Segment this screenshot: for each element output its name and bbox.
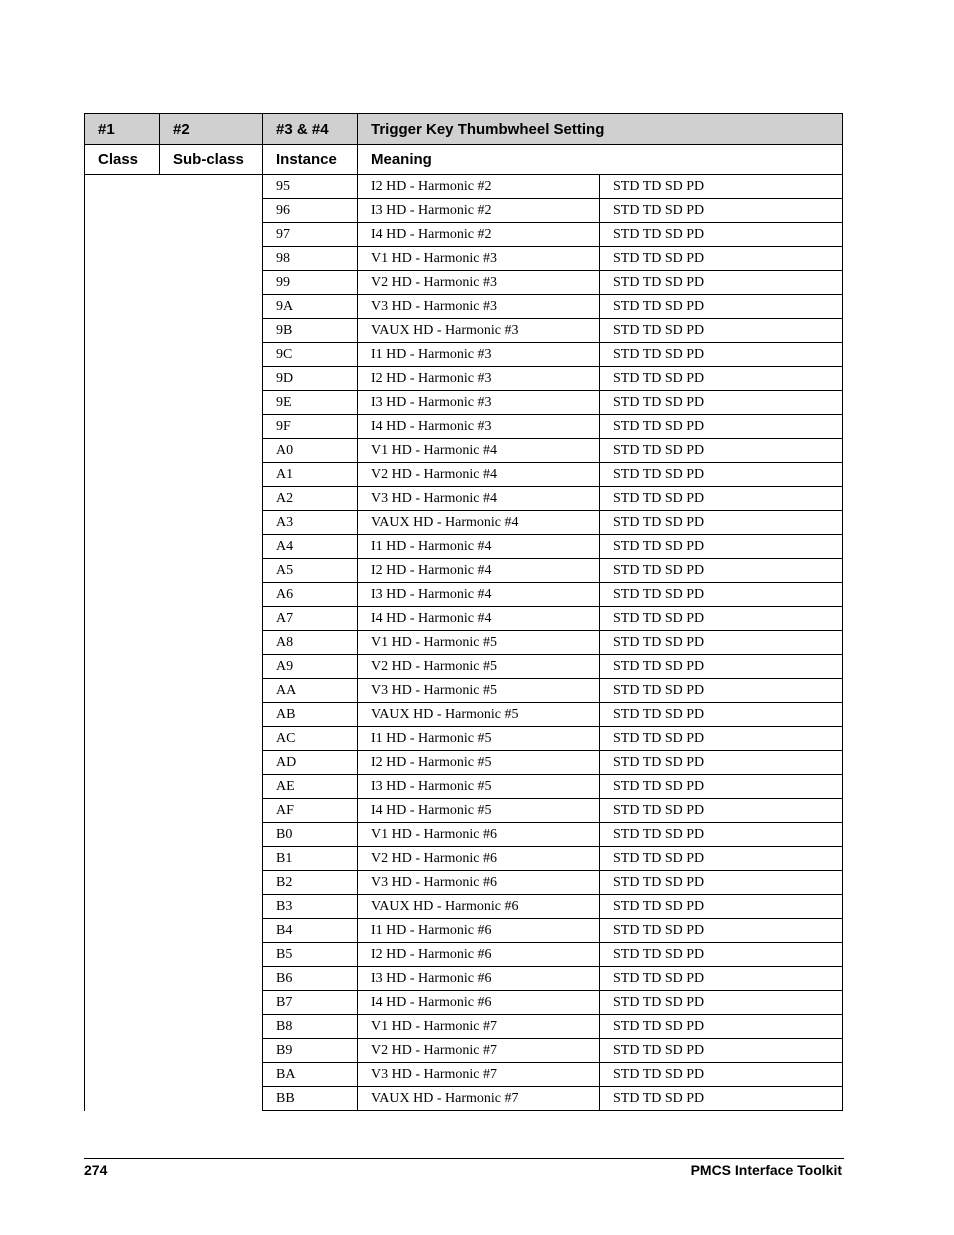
sub-class-cell-empty <box>160 535 263 559</box>
meaning-cell: V2 HD - Harmonic #3 <box>358 271 600 295</box>
setting-cell: STD TD SD PD <box>600 223 843 247</box>
table-row <box>85 631 843 655</box>
table-row <box>85 1087 843 1111</box>
table-row <box>85 247 843 271</box>
class-cell-empty <box>85 775 160 799</box>
sub-class-cell-empty <box>160 583 263 607</box>
instance-cell: BA <box>263 1063 358 1087</box>
class-cell-empty <box>85 559 160 583</box>
meaning-cell: V3 HD - Harmonic #3 <box>358 295 600 319</box>
meaning-cell: I1 HD - Harmonic #6 <box>358 919 600 943</box>
meaning-cell: VAUX HD - Harmonic #3 <box>358 319 600 343</box>
instance-cell: BB <box>263 1087 358 1111</box>
setting-cell: STD TD SD PD <box>600 391 843 415</box>
instance-cell: 9B <box>263 319 358 343</box>
meaning-cell: V3 HD - Harmonic #6 <box>358 871 600 895</box>
setting-cell: STD TD SD PD <box>600 271 843 295</box>
sub-class-cell-empty <box>160 1015 263 1039</box>
instance-cell: AE <box>263 775 358 799</box>
setting-cell: STD TD SD PD <box>600 919 843 943</box>
class-cell-empty <box>85 463 160 487</box>
setting-cell: STD TD SD PD <box>600 439 843 463</box>
meaning-cell: I2 HD - Harmonic #2 <box>358 175 600 199</box>
header-meaning: Meaning <box>358 145 843 175</box>
setting-cell: STD TD SD PD <box>600 583 843 607</box>
meaning-cell: I3 HD - Harmonic #4 <box>358 583 600 607</box>
class-cell-empty <box>85 511 160 535</box>
sub-class-cell-empty <box>160 679 263 703</box>
meaning-cell: VAUX HD - Harmonic #6 <box>358 895 600 919</box>
table-row <box>85 871 843 895</box>
instance-cell: B8 <box>263 1015 358 1039</box>
header-col-3-4: #3 & #4 <box>263 114 358 145</box>
instance-cell: B3 <box>263 895 358 919</box>
class-cell-empty <box>85 175 160 199</box>
table-row <box>85 1063 843 1087</box>
class-cell-empty <box>85 247 160 271</box>
sub-class-cell-empty <box>160 319 263 343</box>
class-cell-empty <box>85 991 160 1015</box>
sub-class-cell-empty <box>160 847 263 871</box>
setting-cell: STD TD SD PD <box>600 991 843 1015</box>
meaning-cell: VAUX HD - Harmonic #4 <box>358 511 600 535</box>
table-row <box>85 919 843 943</box>
table-row <box>85 175 843 199</box>
instance-cell: A4 <box>263 535 358 559</box>
table-row <box>85 319 843 343</box>
sub-class-cell-empty <box>160 415 263 439</box>
sub-class-cell-empty <box>160 1063 263 1087</box>
class-cell-empty <box>85 535 160 559</box>
instance-cell: B7 <box>263 991 358 1015</box>
sub-class-cell-empty <box>160 607 263 631</box>
instance-cell: 9D <box>263 367 358 391</box>
setting-cell: STD TD SD PD <box>600 319 843 343</box>
class-cell-empty <box>85 919 160 943</box>
table-row <box>85 295 843 319</box>
table-row <box>85 775 843 799</box>
class-cell-empty <box>85 631 160 655</box>
class-cell-empty <box>85 847 160 871</box>
instance-cell: 98 <box>263 247 358 271</box>
header-col-1: #1 <box>85 114 160 145</box>
meaning-cell: I2 HD - Harmonic #5 <box>358 751 600 775</box>
setting-cell: STD TD SD PD <box>600 559 843 583</box>
meaning-cell: VAUX HD - Harmonic #7 <box>358 1087 600 1111</box>
instance-cell: AF <box>263 799 358 823</box>
table-row <box>85 847 843 871</box>
table-row <box>85 655 843 679</box>
setting-cell: STD TD SD PD <box>600 295 843 319</box>
sub-class-cell-empty <box>160 511 263 535</box>
sub-class-cell-empty <box>160 175 263 199</box>
instance-cell: A0 <box>263 439 358 463</box>
meaning-cell: V1 HD - Harmonic #7 <box>358 1015 600 1039</box>
sub-class-cell-empty <box>160 943 263 967</box>
table-row <box>85 391 843 415</box>
setting-cell: STD TD SD PD <box>600 1063 843 1087</box>
class-cell-empty <box>85 655 160 679</box>
meaning-cell: I3 HD - Harmonic #3 <box>358 391 600 415</box>
sub-class-cell-empty <box>160 1087 263 1111</box>
meaning-cell: I3 HD - Harmonic #5 <box>358 775 600 799</box>
class-cell-empty <box>85 295 160 319</box>
sub-class-cell-empty <box>160 271 263 295</box>
instance-cell: B4 <box>263 919 358 943</box>
sub-class-cell-empty <box>160 391 263 415</box>
header-col-2: #2 <box>160 114 263 145</box>
class-cell-empty <box>85 823 160 847</box>
table-row <box>85 583 843 607</box>
table-row <box>85 559 843 583</box>
table-row <box>85 1015 843 1039</box>
setting-cell: STD TD SD PD <box>600 607 843 631</box>
meaning-cell: I4 HD - Harmonic #4 <box>358 607 600 631</box>
class-cell-empty <box>85 487 160 511</box>
meaning-cell: V1 HD - Harmonic #6 <box>358 823 600 847</box>
instance-cell: 9C <box>263 343 358 367</box>
class-cell-empty <box>85 967 160 991</box>
sub-class-cell-empty <box>160 799 263 823</box>
setting-cell: STD TD SD PD <box>600 463 843 487</box>
table-body <box>85 175 843 1111</box>
setting-cell: STD TD SD PD <box>600 367 843 391</box>
instance-cell: 96 <box>263 199 358 223</box>
meaning-cell: I2 HD - Harmonic #4 <box>358 559 600 583</box>
instance-cell: A1 <box>263 463 358 487</box>
instance-cell: B6 <box>263 967 358 991</box>
header-sub-class: Sub-class <box>160 145 263 175</box>
table-row <box>85 895 843 919</box>
setting-cell: STD TD SD PD <box>600 511 843 535</box>
meaning-cell: I4 HD - Harmonic #2 <box>358 223 600 247</box>
meaning-cell: V1 HD - Harmonic #4 <box>358 439 600 463</box>
setting-cell: STD TD SD PD <box>600 679 843 703</box>
header-class: Class <box>85 145 160 175</box>
class-cell-empty <box>85 1015 160 1039</box>
table-row <box>85 199 843 223</box>
setting-cell: STD TD SD PD <box>600 199 843 223</box>
header-instance: Instance <box>263 145 358 175</box>
class-cell-empty <box>85 583 160 607</box>
setting-cell: STD TD SD PD <box>600 535 843 559</box>
setting-cell: STD TD SD PD <box>600 415 843 439</box>
sub-class-cell-empty <box>160 871 263 895</box>
setting-cell: STD TD SD PD <box>600 1015 843 1039</box>
instance-cell: A8 <box>263 631 358 655</box>
setting-cell: STD TD SD PD <box>600 631 843 655</box>
table-row <box>85 463 843 487</box>
meaning-cell: I1 HD - Harmonic #5 <box>358 727 600 751</box>
sub-class-cell-empty <box>160 343 263 367</box>
class-cell-empty <box>85 895 160 919</box>
instance-cell: B9 <box>263 1039 358 1063</box>
document-title: PMCS Interface Toolkit <box>690 1162 842 1178</box>
class-cell-empty <box>85 703 160 727</box>
setting-cell: STD TD SD PD <box>600 655 843 679</box>
meaning-cell: I1 HD - Harmonic #3 <box>358 343 600 367</box>
instance-cell: AA <box>263 679 358 703</box>
meaning-cell: V2 HD - Harmonic #4 <box>358 463 600 487</box>
setting-cell: STD TD SD PD <box>600 871 843 895</box>
sub-class-cell-empty <box>160 223 263 247</box>
table-row <box>85 799 843 823</box>
setting-cell: STD TD SD PD <box>600 799 843 823</box>
sub-class-cell-empty <box>160 751 263 775</box>
sub-class-cell-empty <box>160 775 263 799</box>
sub-class-cell-empty <box>160 247 263 271</box>
meaning-cell: I2 HD - Harmonic #3 <box>358 367 600 391</box>
class-cell-empty <box>85 799 160 823</box>
table-row <box>85 703 843 727</box>
table-row <box>85 607 843 631</box>
table-row <box>85 367 843 391</box>
class-cell-empty <box>85 727 160 751</box>
class-cell-empty <box>85 367 160 391</box>
sub-class-cell-empty <box>160 703 263 727</box>
sub-class-cell-empty <box>160 727 263 751</box>
meaning-cell: I3 HD - Harmonic #2 <box>358 199 600 223</box>
sub-class-cell-empty <box>160 559 263 583</box>
table-row <box>85 415 843 439</box>
table-row <box>85 439 843 463</box>
class-cell-empty <box>85 871 160 895</box>
trigger-key-table <box>84 113 843 1111</box>
meaning-cell: V3 HD - Harmonic #7 <box>358 1063 600 1087</box>
setting-cell: STD TD SD PD <box>600 823 843 847</box>
table-row <box>85 943 843 967</box>
class-cell-empty <box>85 1039 160 1063</box>
footer-divider <box>84 1158 844 1159</box>
header-trigger-key-setting: Trigger Key Thumbwheel Setting <box>358 114 843 145</box>
instance-cell: 9F <box>263 415 358 439</box>
table-row <box>85 487 843 511</box>
setting-cell: STD TD SD PD <box>600 943 843 967</box>
sub-class-cell-empty <box>160 295 263 319</box>
sub-class-cell-empty <box>160 199 263 223</box>
setting-cell: STD TD SD PD <box>600 895 843 919</box>
sub-class-cell-empty <box>160 655 263 679</box>
meaning-cell: V2 HD - Harmonic #5 <box>358 655 600 679</box>
instance-cell: 9E <box>263 391 358 415</box>
table-row <box>85 271 843 295</box>
table-row <box>85 823 843 847</box>
setting-cell: STD TD SD PD <box>600 775 843 799</box>
class-cell-empty <box>85 1087 160 1111</box>
sub-class-cell-empty <box>160 823 263 847</box>
table-row <box>85 751 843 775</box>
instance-cell: A6 <box>263 583 358 607</box>
page-number: 274 <box>84 1162 108 1178</box>
table-header-row-2 <box>85 145 843 175</box>
table-header-row-1 <box>85 114 843 145</box>
meaning-cell: V1 HD - Harmonic #3 <box>358 247 600 271</box>
meaning-cell: V2 HD - Harmonic #7 <box>358 1039 600 1063</box>
class-cell-empty <box>85 343 160 367</box>
instance-cell: AD <box>263 751 358 775</box>
meaning-cell: VAUX HD - Harmonic #5 <box>358 703 600 727</box>
sub-class-cell-empty <box>160 967 263 991</box>
class-cell-empty <box>85 943 160 967</box>
sub-class-cell-empty <box>160 919 263 943</box>
setting-cell: STD TD SD PD <box>600 703 843 727</box>
class-cell-empty <box>85 271 160 295</box>
class-cell-empty <box>85 319 160 343</box>
instance-cell: A5 <box>263 559 358 583</box>
instance-cell: B1 <box>263 847 358 871</box>
meaning-cell: I4 HD - Harmonic #5 <box>358 799 600 823</box>
meaning-cell: I1 HD - Harmonic #4 <box>358 535 600 559</box>
setting-cell: STD TD SD PD <box>600 751 843 775</box>
setting-cell: STD TD SD PD <box>600 967 843 991</box>
sub-class-cell-empty <box>160 1039 263 1063</box>
instance-cell: A2 <box>263 487 358 511</box>
instance-cell: B2 <box>263 871 358 895</box>
instance-cell: 99 <box>263 271 358 295</box>
meaning-cell: I4 HD - Harmonic #6 <box>358 991 600 1015</box>
table-row <box>85 991 843 1015</box>
class-cell-empty <box>85 1063 160 1087</box>
instance-cell: 95 <box>263 175 358 199</box>
table-row <box>85 1039 843 1063</box>
table-row <box>85 535 843 559</box>
setting-cell: STD TD SD PD <box>600 247 843 271</box>
class-cell-empty <box>85 391 160 415</box>
instance-cell: A7 <box>263 607 358 631</box>
setting-cell: STD TD SD PD <box>600 847 843 871</box>
setting-cell: STD TD SD PD <box>600 175 843 199</box>
instance-cell: AB <box>263 703 358 727</box>
sub-class-cell-empty <box>160 439 263 463</box>
meaning-cell: V2 HD - Harmonic #6 <box>358 847 600 871</box>
instance-cell: AC <box>263 727 358 751</box>
table-row <box>85 727 843 751</box>
instance-cell: A3 <box>263 511 358 535</box>
setting-cell: STD TD SD PD <box>600 343 843 367</box>
sub-class-cell-empty <box>160 631 263 655</box>
class-cell-empty <box>85 415 160 439</box>
sub-class-cell-empty <box>160 991 263 1015</box>
meaning-cell: I4 HD - Harmonic #3 <box>358 415 600 439</box>
table-row <box>85 223 843 247</box>
sub-class-cell-empty <box>160 367 263 391</box>
setting-cell: STD TD SD PD <box>600 487 843 511</box>
instance-cell: 97 <box>263 223 358 247</box>
sub-class-cell-empty <box>160 895 263 919</box>
table-row <box>85 967 843 991</box>
instance-cell: 9A <box>263 295 358 319</box>
sub-class-cell-empty <box>160 487 263 511</box>
class-cell-empty <box>85 199 160 223</box>
instance-cell: A9 <box>263 655 358 679</box>
meaning-cell: I2 HD - Harmonic #6 <box>358 943 600 967</box>
table-row <box>85 343 843 367</box>
instance-cell: B0 <box>263 823 358 847</box>
meaning-cell: I3 HD - Harmonic #6 <box>358 967 600 991</box>
sub-class-cell-empty <box>160 463 263 487</box>
meaning-cell: V3 HD - Harmonic #5 <box>358 679 600 703</box>
class-cell-empty <box>85 751 160 775</box>
setting-cell: STD TD SD PD <box>600 1087 843 1111</box>
setting-cell: STD TD SD PD <box>600 1039 843 1063</box>
instance-cell: B5 <box>263 943 358 967</box>
meaning-cell: V1 HD - Harmonic #5 <box>358 631 600 655</box>
table-row <box>85 679 843 703</box>
table-row <box>85 511 843 535</box>
class-cell-empty <box>85 223 160 247</box>
class-cell-empty <box>85 679 160 703</box>
class-cell-empty <box>85 439 160 463</box>
class-cell-empty <box>85 607 160 631</box>
setting-cell: STD TD SD PD <box>600 727 843 751</box>
meaning-cell: V3 HD - Harmonic #4 <box>358 487 600 511</box>
